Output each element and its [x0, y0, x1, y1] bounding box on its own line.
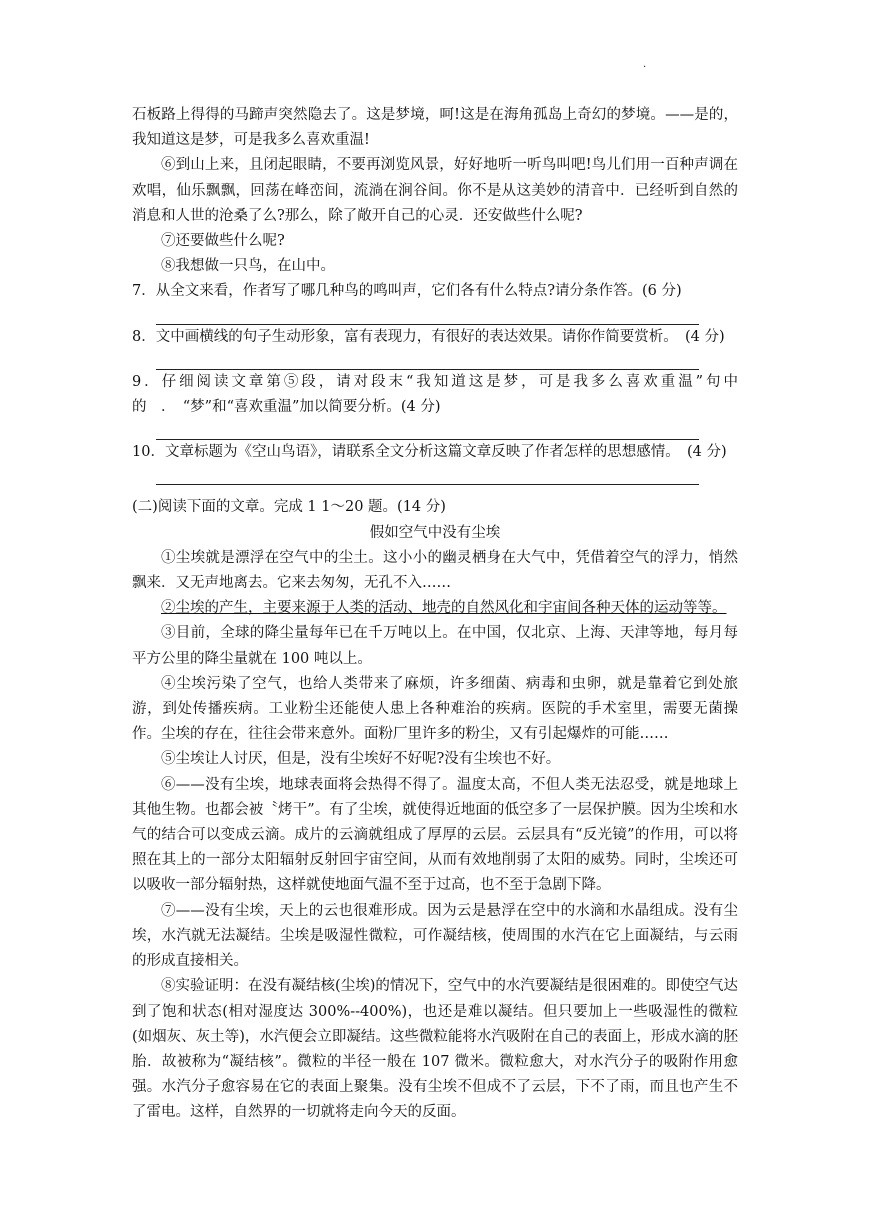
answer-line-9[interactable] — [156, 420, 699, 440]
article-paragraph-8: ⑧实验证明：在没有凝结核(尘埃)的情况下，空气中的水汽要凝结是很困难的。即使空气达到了饱和状态(相对湿度达 300%--400%)，也还是难以凝结。但只要加上一些吸湿性的微粒(如烟灰、灰土等)，水汽便会立即凝结。这些微粒能将水汽吸附在自己的表面上，形成水滴的胚胎．故被称为“凝结核”。微粒的半径一般在 107 微米。微粒愈大，对水汽分子的吸附作用愈强。水汽分子愈容易在它的表面上聚集。没有尘埃不但成不了云层，下不了雨，而且也产生不了雷电。这样，自然界的一切就将走向今天的反面。 — [132, 978, 738, 1121]
page-content — [132, 103, 738, 1126]
paragraph-8: ⑧我想做一只鸟，在山中。 — [161, 258, 335, 275]
question-7: 7．从全文来看，作者写了哪几种鸟的鸣叫声，它们各有什么特点?请分条作答。(6 分) — [132, 283, 682, 300]
section-2-heading: (二)阅读下面的文章。完成 1 1～20 题。(14 分) — [132, 499, 446, 516]
answer-line-10[interactable] — [156, 465, 699, 485]
article-paragraph-7: ⑦——没有尘埃，天上的云也很难形成。因为云是悬浮在空中的水滴和水晶组成。没有尘埃，水汽就无法凝结。尘埃是吸湿性微粒，可作凝结核，使周围的水汽在它上面凝结，与云雨的形成直接相关。 — [132, 902, 738, 970]
answer-line-8[interactable] — [156, 350, 699, 370]
article-paragraph-3: ③目前，全球的降尘量每年已在千万吨以上。在中国，仅北京、上海、天津等地，每月每平方公里的降尘量就在 100 吨以上。 — [132, 625, 738, 667]
paragraph-7: ⑦还要做些什么呢? — [161, 233, 285, 250]
question-9: 9．仔细阅读文章第⑤段，请对段末“我知道这是梦，可是我多么喜欢重温”句中的 ． “梦”和“喜欢重温”加以简要分析。(4 分) — [132, 373, 738, 416]
article-paragraph-1: ①尘埃就是漂浮在空气中的尘土。这小小的幽灵栖身在大气中，凭借着空气的浮力，悄然飘来．又无声地离去。它来去匆匆，无孔不入…… — [132, 549, 738, 592]
article-paragraph-4: ④尘埃污染了空气，也给人类带来了麻烦，许多细菌、病毒和虫卵，就是靠着它到处旅游，到处传播疾病。工业粉尘还能使人患上各种难治的疾病。医院的手术室里，需要无菌操作。尘埃的存在，往往会带来意外。面粉厂里许多的粉尘，又有引起爆炸的可能…… — [132, 675, 738, 743]
answer-line-7[interactable] — [156, 305, 699, 325]
paragraph-6: ⑥到山上来，且闭起眼睛，不要再浏览风景，好好地听一听鸟叫吧!鸟儿们用一百种声调在欢唱，仙乐飘飘，回荡在峰峦间，流淌在涧谷间。你不是从这美妙的清音中．已经听到自然的消息和人世的沧桑了么?那么，除了敞开自己的心灵．还安做些什么呢? — [132, 157, 738, 224]
article-paragraph-5: ⑤尘埃让人讨厌，但是，没有尘埃好不好呢?没有尘埃也不好。 — [161, 751, 561, 768]
article-title: 假如空气中没有尘埃 — [369, 524, 501, 541]
page-dot: . — [643, 59, 647, 70]
article-paragraph-2: ②尘埃的产生，主要来源于人类的活动、地壳的自然风化和宇宙间各种天体的运动等等。 — [161, 600, 727, 617]
question-8: 8．文中画横线的句子生动形象，富有表现力，有很好的表达效果。请你作简要赏析。 (4 分) — [132, 328, 725, 345]
paragraph-5-end: 石板路上得得的马蹄声突然隐去了。这是梦境，呵!这是在海角孤岛上奇幻的梦境。——是的，我知道这是梦，可是我多么喜欢重温! — [132, 107, 738, 149]
question-10: 10．文章标题为《空山鸟语》，请联系全文分析这篇文章反映了作者怎样的思想感情。 (4 分) — [132, 444, 727, 461]
article-paragraph-6: ⑥——没有尘埃，地球表面将会热得不得了。温度太高，不但人类无法忍受，就是地球上其他生物。也都会被〝烤干”。有了尘埃，就使得近地面的低空多了一层保护膜。因为尘埃和水气的结合可以变成云滴。成片的云滴就组成了厚厚的云层。云层具有“反光镜”的作用，可以将照在其上的一部分太阳辐射反射回宇宙空间，从而有效地削弱了太阳的威势。同时，尘埃还可以吸收一部分辐射热，这样就使地面气温不至于过高，也不至于急剧下降。 — [132, 776, 738, 894]
